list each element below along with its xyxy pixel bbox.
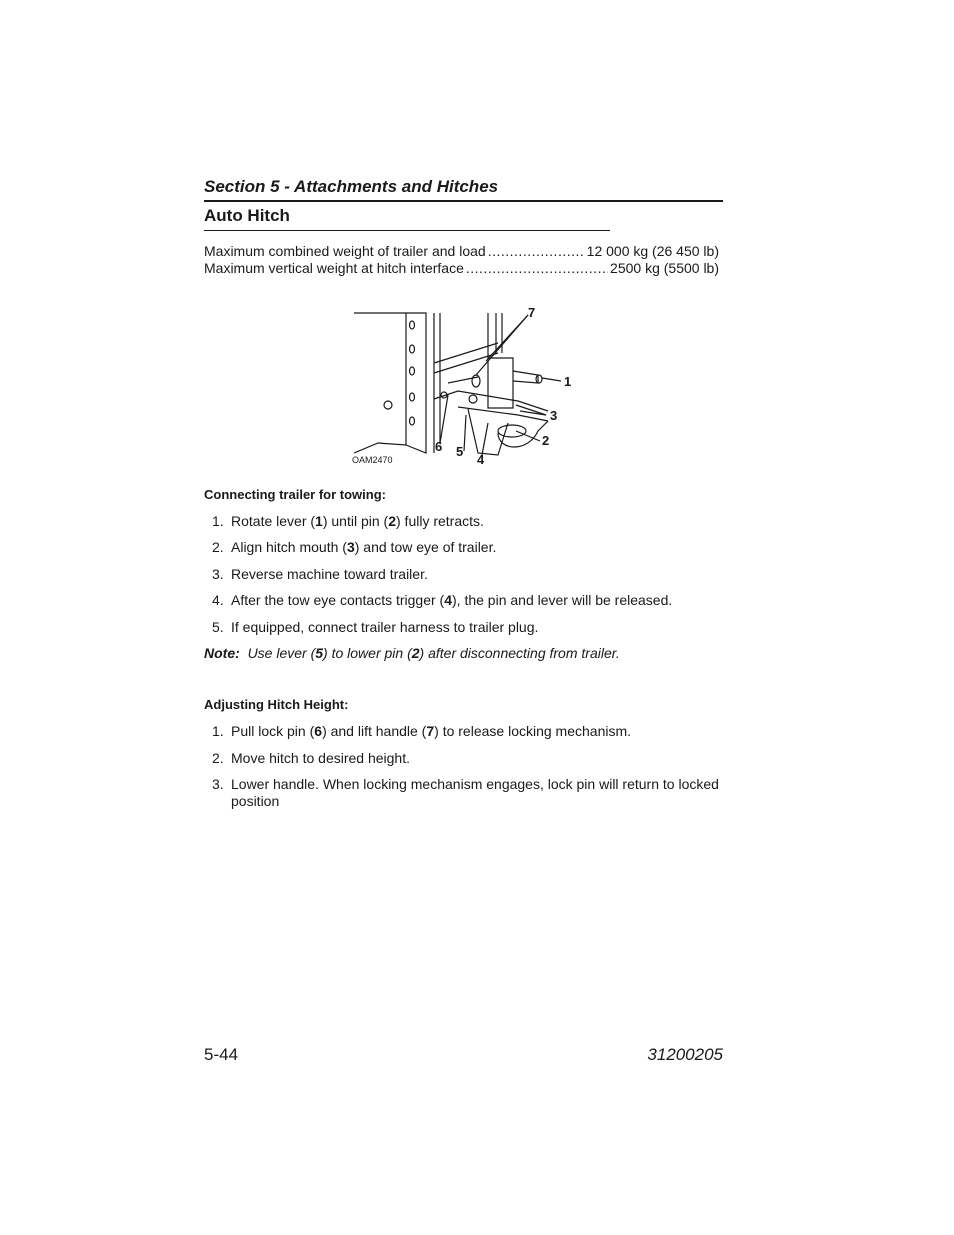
callout-3: 3	[550, 408, 558, 423]
spec-row-vertical-weight	[204, 260, 719, 276]
callout-7: 7	[528, 305, 536, 320]
step-number: 2.	[212, 750, 224, 766]
connecting-step-5: 5. If equipped, connect trailer harness to trailer plug.	[212, 619, 539, 635]
callout-2: 2	[542, 433, 550, 448]
subsection-rule	[204, 230, 610, 231]
step-number: 1.	[212, 513, 224, 529]
step-number: 3.	[212, 566, 224, 582]
adjusting-step-3: 3. Lower handle. When locking mechanism engages, lock pin will return to locked position	[212, 776, 719, 809]
step-number: 4.	[212, 592, 224, 608]
connecting-step-4: 4. After the tow eye contacts trigger (4), the pin and lever will be released.	[212, 592, 673, 608]
step-number: 5.	[212, 619, 224, 635]
adjusting-step-2: 2. Move hitch to desired height.	[212, 750, 410, 766]
callout-4: 4	[477, 452, 485, 467]
connecting-heading: Connecting trailer for towing:	[204, 487, 386, 502]
spec-value: 12 000 kg (26 450 lb)	[586, 243, 719, 259]
page-number: 5-44	[204, 1045, 239, 1064]
spec-value: 2500 kg (5500 lb)	[610, 260, 719, 276]
step-number: 2.	[212, 539, 224, 555]
figure-code: OAM2470	[352, 455, 393, 465]
subsection-title: Auto Hitch	[204, 206, 290, 225]
callout-6: 6	[435, 439, 443, 454]
callout-1: 1	[564, 374, 572, 389]
note-label: Note:	[204, 645, 240, 661]
spec-row-combined-weight	[204, 243, 719, 259]
note: Note: Use lever (5) to lower pin (2) after disconnecting from trailer.	[204, 645, 620, 661]
step-number: 3.	[212, 776, 224, 792]
spec-label: Maximum vertical weight at hitch interface	[204, 260, 464, 276]
step-number: 1.	[212, 723, 224, 739]
spec-label: Maximum combined weight of trailer and load	[204, 243, 486, 259]
adjusting-heading: Adjusting Hitch Height:	[204, 697, 349, 712]
adjusting-step-1: 1. Pull lock pin (6) and lift handle (7) to release locking mechanism.	[212, 723, 632, 739]
callout-5: 5	[456, 444, 464, 459]
section-title: Section 5 - Attachments and Hitches	[204, 177, 499, 196]
section-rule	[204, 200, 723, 202]
connecting-step-3: 3. Reverse machine toward trailer.	[212, 566, 428, 582]
document-number: 31200205	[647, 1045, 723, 1064]
connecting-step-1: 1. Rotate lever (1) until pin (2) fully retracts.	[212, 513, 484, 529]
leader-dots	[466, 260, 608, 276]
leader-dots	[488, 243, 585, 259]
connecting-step-2: 2. Align hitch mouth (3) and tow eye of trailer.	[212, 539, 497, 555]
